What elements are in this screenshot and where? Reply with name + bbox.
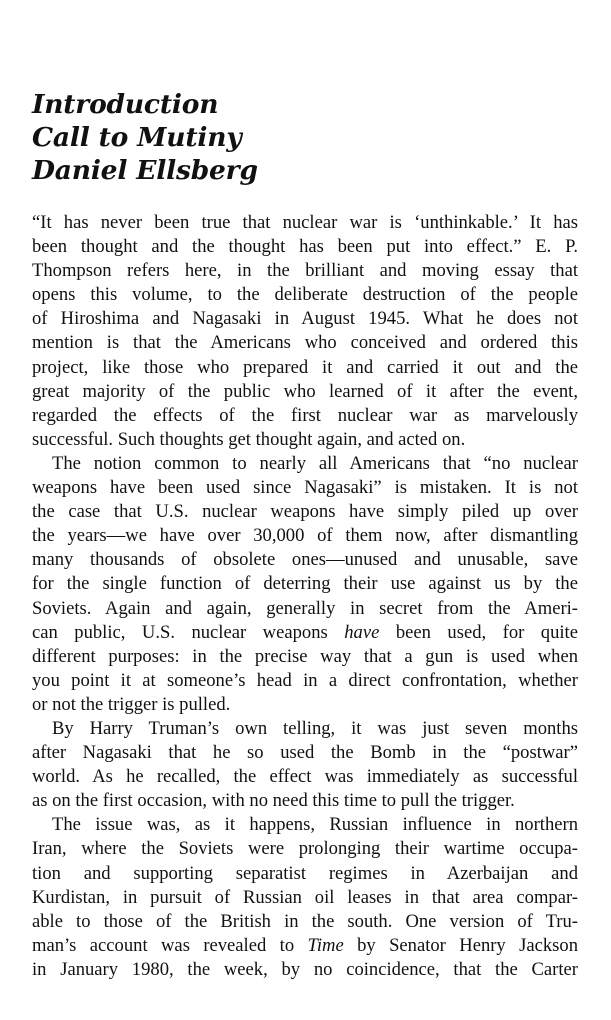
text-line: successful. Such thoughts get thought again, and acted on. xyxy=(32,428,466,450)
chapter-subtitle: Call to Mutiny xyxy=(32,122,242,153)
body-text xyxy=(32,211,578,982)
paragraph-1 xyxy=(32,211,578,452)
text-line: “It has never been true that nuclear war is ‘unthinkable.’ It has xyxy=(32,212,578,233)
text-line: Kurdistan, in pursuit of Russian oil leases in that area compar- xyxy=(32,886,578,908)
paragraph-3 xyxy=(32,717,578,813)
text-segment: can public, U.S. nuclear weapons xyxy=(32,621,345,643)
text-line: tion and supporting separatist regimes in Azerbaijan and xyxy=(32,862,578,884)
paragraph-4 xyxy=(32,813,578,982)
text-line: for the single function of deterring their use against us by the xyxy=(32,573,578,595)
text-line: or not the trigger is pulled. xyxy=(32,693,231,715)
text-line: The notion common to nearly all Americans that “no nuclear xyxy=(52,452,578,474)
text-line: mention is that the Americans who conceived and ordered this xyxy=(32,332,578,354)
text-line: after Nagasaki that he so used the Bomb in the “postwar” xyxy=(32,742,578,764)
text-line: By Harry Truman’s own telling, it was just seven months xyxy=(52,717,578,739)
text-segment: by Senator Henry Jackson xyxy=(343,934,578,956)
text-segment: man’s account was revealed to xyxy=(32,934,308,956)
chapter-author: Daniel Ellsberg xyxy=(32,155,258,186)
text-line: Soviets. Again and again, generally in secret from the Ameri- xyxy=(32,597,578,619)
text-line: opens this volume, to the deliberate destruction of the people xyxy=(32,284,578,306)
text-line: as on the first occasion, with no need this time to pull the trigger. xyxy=(32,790,515,812)
text-line: you point it at someone’s head in a direct confrontation, whether xyxy=(32,669,578,691)
text-line: Thompson refers here, in the brilliant and moving essay that xyxy=(32,260,578,282)
text-line: weapons have been used since Nagasaki” is mistaken. It is not xyxy=(32,477,578,499)
text-line: of Hiroshima and Nagasaki in August 1945. What he does not xyxy=(32,308,578,330)
text-line: able to those of the British in the south. One version of Tru- xyxy=(32,910,578,932)
text-line: Iran, where the Soviets were prolonging their wartime occupa- xyxy=(32,838,578,860)
text-line: regarded the effects of the first nuclear war as marvelously xyxy=(32,404,578,426)
chapter-title: Introduction xyxy=(32,89,219,120)
text-line: the years—we have over 30,000 of them now, after dismantling xyxy=(32,525,578,547)
chapter-heading xyxy=(32,88,258,187)
text-line-with-italic xyxy=(32,934,578,958)
italic-emphasis: have xyxy=(344,621,380,643)
text-line: many thousands of obsolete ones—unused and unusable, save xyxy=(32,549,578,571)
text-line: world. As he recalled, the effect was immediately as successful xyxy=(32,766,578,788)
text-line: The issue was, as it happens, Russian influence in northern xyxy=(52,814,578,836)
text-line-with-italic xyxy=(32,621,578,645)
text-line: great majority of the public who learned of it after the event, xyxy=(32,380,578,402)
text-segment: been used, for quite xyxy=(379,621,578,643)
text-line: in January 1980, the week, by no coincidence, that the Carter xyxy=(32,958,578,980)
text-line: project, like those who prepared it and carried it out and the xyxy=(32,356,578,378)
italic-emphasis: Time xyxy=(307,934,344,956)
text-line: different purposes: in the precise way that a gun is used when xyxy=(32,645,578,667)
text-line: the case that U.S. nuclear weapons have simply piled up over xyxy=(32,501,578,523)
paragraph-2 xyxy=(32,452,578,717)
text-line: been thought and the thought has been put into effect.” E. P. xyxy=(32,236,578,258)
